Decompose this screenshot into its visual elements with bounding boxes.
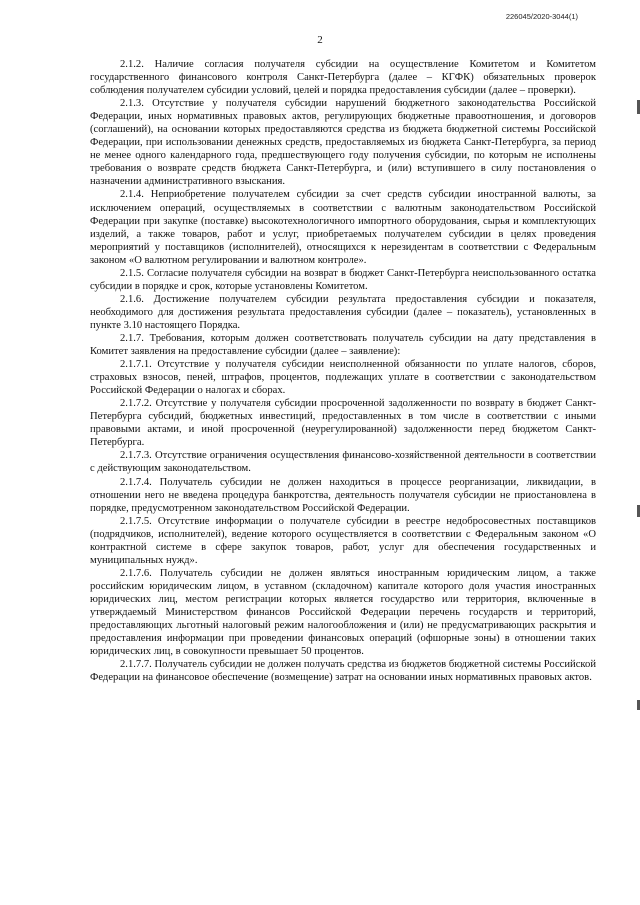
paragraph-2-1-7-4: 2.1.7.4. Получатель субсидии не должен находиться в процессе реорганизации, ликвидации, в отношении него не введена процедура банкротства, деятельность получателя субсидии не приостановлена в порядке, предусмотренном законодательством Российской Федерации. — [90, 476, 596, 514]
paragraph-2-1-6: 2.1.6. Достижение получателем субсидии результата предоставления субсидии и показателя, необходимого для достижения результата предоставления субсидии (далее – показатель), установленных в пункте 3.10 настоящего Порядка. — [90, 293, 596, 331]
paragraph-2-1-7-1: 2.1.7.1. Отсутствие у получателя субсидии неисполненной обязанности по уплате налогов, сборов, страховых взносов, пеней, штрафов, процентов, подлежащих уплате в соответствии с законодательством Российской Федерации о налогах и сборах. — [90, 359, 596, 397]
paragraph-2-1-4: 2.1.4. Неприобретение получателем субсидии за счет средств субсидии иностранной валюты, за исключением операций, осуществляемых в соответствии с валютным законодательством Российской Федерации при закупке (поставке) высокотехнологичного импортного оборудования, сырья и комплектующих изделий, а также товаров, работ и услуг, приобретаемых получателем субсидии в целях проведения мероприятий у поставщиков (исполнителей), относящихся к нерезидентам в соответствии с Федеральным законом «О валютном регулировании и валютном контроле». — [90, 189, 596, 266]
document-body — [90, 58, 596, 684]
paragraph-2-1-7-7: 2.1.7.7. Получатель субсидии не должен получать средства из бюджетов бюджетной системы Российской Федерации на финансовое обеспечение (возмещение) затрат на основании иных нормативных правовых актов. — [90, 659, 596, 684]
paragraph-2-1-7-2: 2.1.7.2. Отсутствие у получателя субсидии просроченной задолженности по возврату в бюджет Санкт-Петербурга субсидий, бюджетных инвестиций, предоставленных в том числе в соответствии с иными правовыми актами, и иной просроченной (неурегулированной) задолженности перед бюджетом Санкт-Петербурга. — [90, 398, 596, 449]
paragraph-2-1-2: 2.1.2. Наличие согласия получателя субсидии на осуществление Комитетом и Комитетом государственного финансового контроля Санкт-Петербурга (далее – КГФК) обязательных проверок соблюдения получателем субсидии условий, целей и порядка предоставления субсидии (далее – проверки). — [90, 59, 596, 97]
document-id: 226045/2020-3044(1) — [505, 12, 578, 21]
paragraph-2-1-7-5: 2.1.7.5. Отсутствие информации о получателе субсидии в реестре недобросовестных поставщиков (подрядчиков, исполнителей), ведение которого осуществляется в соответствии с Федеральным законом «О контрактной системе в сфере закупок товаров, работ, услуг для обеспечения государственных и муниципальных нужд». — [90, 515, 596, 566]
paragraph-2-1-3: 2.1.3. Отсутствие у получателя субсидии нарушений бюджетного законодательства Российской Федерации, иных нормативных правовых актов, регулирующих бюджетные правоотношения, и договоров (соглашений), на основании которых предоставляются средства из бюджета бюджетной системы Российской Федерации, при использовании денежных средств, предоставляемых из бюджета Санкт-Петербурга, за период не менее одного календарного года, предшествующего году получения субсидии, по которым не исполнены требования о возврате средств бюджета Санкт-Петербурга, и (или) вступившего в силу постановления о назначении административного взыскания. — [90, 98, 596, 188]
paragraph-2-1-7-6: 2.1.7.6. Получатель субсидии не должен являться иностранным юридическим лицом, а также российским юридическим лицом, в уставном (складочном) капитале которого доля участия иностранных юридических лиц, местом регистрации которых является государство или территория, включенные в утверждаемый Министерством финансов Российской Федерации перечень государств и территорий, предоставляющих льготный налоговый режим налогообложения и (или) не предусматривающих раскрытия и предоставления информации при проведении финансовых операций (офшорные зоны) в отношении таких юридических лиц, в совокупности превышает 50 процентов. — [90, 567, 596, 658]
paragraph-2-1-7: 2.1.7. Требования, которым должен соответствовать получатель субсидии на дату представления в Комитет заявления на предоставление субсидии (далее – заявление): — [90, 332, 596, 358]
paragraph-2-1-7-3: 2.1.7.3. Отсутствие ограничения осуществления финансово-хозяйственной деятельности в соответствии с действующим законодательством. — [90, 450, 596, 475]
page-number: 2 — [317, 34, 323, 46]
paragraph-2-1-5: 2.1.5. Согласие получателя субсидии на возврат в бюджет Санкт-Петербурга неиспользованного остатка субсидии в порядке и срок, которые установлены Комитетом. — [90, 267, 596, 292]
